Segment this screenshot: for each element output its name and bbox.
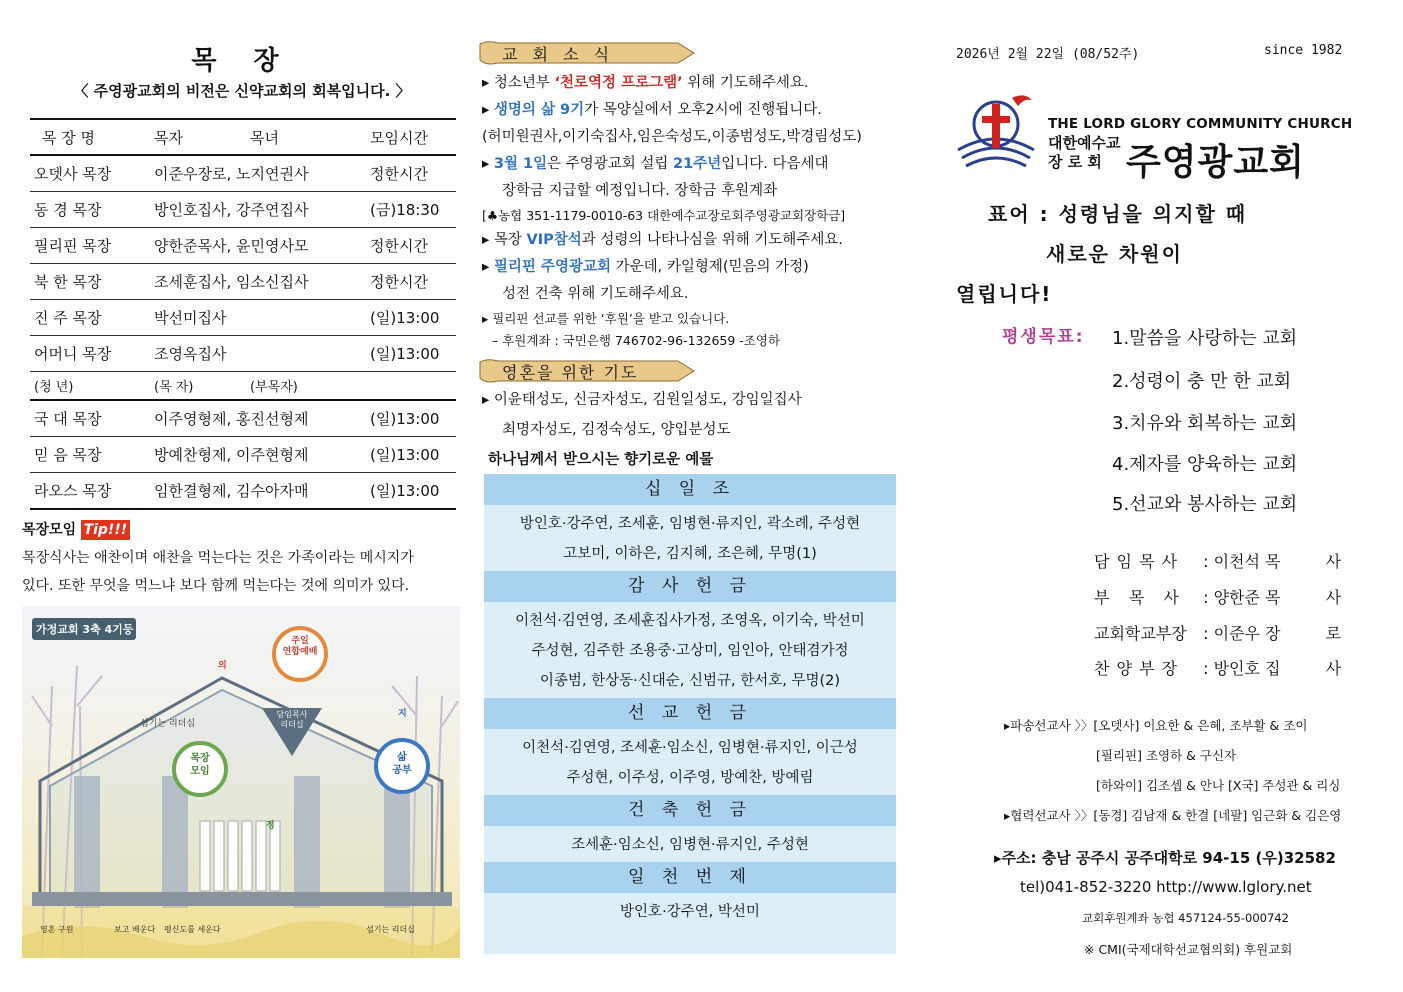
prayer-line: ▸ 이윤태성도, 신금자성도, 김원일성도, 강임일집사 bbox=[482, 392, 802, 408]
table-row bbox=[30, 192, 456, 228]
mokjang-time: 정한시간 bbox=[366, 264, 456, 300]
mokjang-table bbox=[30, 118, 456, 510]
news-item: ▸ 청소년부 ‘천로역정 프로그램’ 위해 기도해주세요. bbox=[482, 75, 809, 91]
table-row bbox=[30, 437, 456, 473]
youth-header-sub: (부목자) bbox=[246, 372, 456, 401]
mokjang-leaders: 이주영형제, 홍진선형제 bbox=[150, 400, 366, 437]
knowledge-label: 지 bbox=[398, 709, 407, 719]
tip-text-line: 목장식사는 애찬이며 애찬을 먹는다는 것은 가족이라는 메시지가 bbox=[22, 550, 414, 566]
news-item: ▸ 생명의 삶 9기가 목양실에서 오후2시에 진행됩니다. bbox=[482, 102, 822, 118]
mokjang-name: 동 경 목장 bbox=[30, 192, 150, 228]
goal-item: 2.성령이 충 만 한 교회 bbox=[1112, 371, 1292, 392]
house-church-diagram bbox=[22, 606, 460, 958]
mokjang-name: 믿 음 목장 bbox=[30, 437, 150, 473]
col-header-time: 모임시간 bbox=[366, 119, 456, 155]
mokjang-circle-label: 목장 모임 bbox=[190, 753, 210, 777]
prayer-header-banner bbox=[478, 358, 696, 384]
staff-row: 부 목 사 : 양한준 목 사 bbox=[1094, 588, 1342, 607]
table-header-row bbox=[30, 119, 456, 155]
missionary-line: [필리핀] 조영하 & 구신자 bbox=[1096, 748, 1237, 763]
mokjang-leaders: 방인호집사, 강주연집사 bbox=[150, 192, 366, 228]
mokjang-name: 진 주 목장 bbox=[30, 300, 150, 336]
church-name: 주영광교회 bbox=[1126, 142, 1305, 183]
col-header-name: 목 장 명 bbox=[30, 119, 150, 155]
youth-header-row bbox=[30, 372, 456, 401]
mokjang-leaders: 박선미집사 bbox=[150, 300, 366, 336]
youth-header-leader: (목 자) bbox=[150, 372, 246, 401]
mokjang-time: (일)13:00 bbox=[366, 300, 456, 336]
bulletin-date: 2026년 2월 22일 (08/52주) bbox=[956, 47, 1140, 62]
offering-names: 방인호·강주연, 박선미 bbox=[620, 904, 760, 920]
worship-circle-label: 주일 연합예배 bbox=[282, 636, 318, 657]
missionary-line: ▸파송선교사 〉〉[오뎃사] 이요한 & 은혜, 조부활 & 조이 bbox=[1004, 718, 1308, 733]
prayer-line: 최명자성도, 김정숙성도, 양입분성도 bbox=[502, 422, 731, 438]
pillar-4 bbox=[384, 776, 410, 908]
offering-title: 선 교 헌 금 bbox=[484, 698, 896, 729]
offering-box bbox=[484, 474, 896, 954]
bottom-label: 보고 배운다 bbox=[114, 925, 156, 934]
offering-names: 조세훈·임소신, 임병현·류지인, 주성현 bbox=[571, 837, 809, 853]
mokjang-time: (일)13:00 bbox=[366, 336, 456, 372]
heart-label: 의 bbox=[218, 661, 227, 671]
tip-label: 목장모임 bbox=[22, 522, 77, 538]
mokjang-name: 북 한 목장 bbox=[30, 264, 150, 300]
mokjang-time: (일)13:00 bbox=[366, 437, 456, 473]
news-list bbox=[482, 70, 898, 352]
missionary-line: [하와이] 김조셉 & 안나 [X국] 주성관 & 리싱 bbox=[1096, 778, 1341, 793]
goal-item: 1.말씀을 사랑하는 교회 bbox=[1112, 328, 1298, 349]
mokjang-leaders: 임한결형제, 김수아자매 bbox=[150, 473, 366, 510]
mokjang-leaders: 조영옥집사 bbox=[150, 336, 366, 372]
offering-title: 십 일 조 bbox=[484, 474, 896, 505]
news-item: 성전 건축 위해 기도해주세요. bbox=[502, 286, 689, 302]
church-address: ▸주소: 충남 공주시 공주대학로 94-15 (우)32582 bbox=[994, 849, 1336, 867]
study-circle-label: 삶 공부 bbox=[392, 752, 412, 776]
news-header-banner bbox=[478, 40, 696, 66]
goal-item: 3.치유와 회복하는 교회 bbox=[1112, 413, 1298, 434]
bottom-label: 섬기는 리더십 bbox=[366, 925, 415, 934]
mokjang-time: 정한시간 bbox=[366, 228, 456, 264]
table-row bbox=[30, 300, 456, 336]
news-header: 교 회 소 식 bbox=[502, 45, 615, 64]
mokjang-name: 어머니 목장 bbox=[30, 336, 150, 372]
offering-title: 감 사 헌 금 bbox=[484, 571, 896, 602]
table-row bbox=[30, 264, 456, 300]
mokjang-leaders: 양한준목사, 윤민영사모 bbox=[150, 228, 366, 264]
prayer-header: 영혼을 위한 기도 bbox=[502, 363, 639, 382]
youth-header-name: (청 년) bbox=[30, 372, 150, 401]
news-item: (허미원권사,이기숙집사,임은숙성도,이종범성도,박경림성도) bbox=[482, 129, 862, 145]
denomination: 대한예수교 장 로 회 bbox=[1048, 134, 1121, 171]
table-row bbox=[30, 400, 456, 437]
spirit-label: 정 bbox=[266, 821, 275, 831]
bottom-label: 영혼 구원 bbox=[40, 925, 74, 934]
news-item: ▸ 3월 1일은 주영광교회 설립 21주년입니다. 다음세대 bbox=[482, 156, 829, 172]
missionary-line: ▸협력선교사 〉〉[동경] 김남재 & 한결 [네팔] 임근화 & 김은영 bbox=[1004, 808, 1342, 823]
offering-title: 일 천 번 제 bbox=[484, 862, 896, 893]
prayer-line: 하나님께서 받으시는 향기로운 예물 bbox=[488, 452, 714, 468]
goal-item: 4.제자를 양육하는 교회 bbox=[1112, 454, 1298, 475]
mokjang-leaders: 방예찬형제, 이주현형제 bbox=[150, 437, 366, 473]
cmi-note: ※ CMI(국제대학선교협의회) 후원교회 bbox=[1084, 942, 1293, 957]
offering-names: 방인호·강주연, 조세훈, 임병현·류지인, 곽소례, 주성현 고보미, 이하은, 김지혜, 조은혜, 무명(1) bbox=[519, 516, 861, 562]
staff-row: 교회학교부장 : 이준우 장 로 bbox=[1094, 624, 1342, 643]
lifetime-goals-label: 평생목표: bbox=[1002, 327, 1085, 347]
table-row bbox=[30, 336, 456, 372]
table-row bbox=[30, 473, 456, 510]
tip-text-line: 있다. 또한 무엇을 먹느냐 보다 함께 먹는다는 것에 의미가 있다. bbox=[22, 578, 410, 594]
church-contact: tel)041-852-3220 http://www.lglory.net bbox=[1020, 878, 1312, 896]
mokjang-time: (일)13:00 bbox=[366, 400, 456, 437]
news-item: [♣농협 351-1179-0010-63 대한예수교장로회주영광교회장학금] bbox=[482, 208, 846, 223]
diagram-title: 가정교회 3축 4기둥 bbox=[36, 623, 134, 636]
news-item: 장학금 지급할 예정입니다. 장학금 후원계좌 bbox=[502, 183, 778, 199]
offering-names: 이천석·김연영, 조세훈·임소신, 임병현·류지인, 이근성 주성현, 이주성, 이주영, 방예찬, 방예림 bbox=[522, 740, 858, 786]
church-logo-icon bbox=[952, 92, 1040, 178]
motto-line: 열립니다! bbox=[956, 282, 1053, 306]
col-header-leader: 목자 bbox=[150, 119, 246, 155]
vision-statement: 〈 주영광교회의 비전은 신약교회의 회복입니다. 〉 bbox=[73, 82, 411, 100]
table-row bbox=[30, 228, 456, 264]
house-roof-inner bbox=[50, 690, 432, 906]
mokjang-name: 오뎃사 목장 bbox=[30, 155, 150, 192]
mokjang-time: 정한시간 bbox=[366, 155, 456, 192]
mokjang-time: (금)18:30 bbox=[366, 192, 456, 228]
servant-leadership-label: 섬기는 리더십 bbox=[140, 719, 196, 729]
mokjang-leaders: 이준우장로, 노지연권사 bbox=[150, 155, 366, 192]
news-item: – 후원계좌 : 국민은행 746702-96-132659 -조영하 bbox=[492, 333, 781, 348]
mokjang-name: 라오스 목장 bbox=[30, 473, 150, 510]
mokjang-name: 필리핀 목장 bbox=[30, 228, 150, 264]
staff-row: 담 임 목 사 : 이천석 목 사 bbox=[1094, 552, 1342, 571]
tip-block bbox=[22, 516, 462, 600]
news-item: ▸ 목장 VIP참석과 성령의 나타나심을 위해 기도해주세요. bbox=[482, 232, 843, 248]
support-account: 교회후원계좌 농협 457124-55-000742 bbox=[1082, 911, 1289, 925]
mokjang-name: 국 대 목장 bbox=[30, 400, 150, 437]
house-base bbox=[32, 892, 452, 906]
news-item: ▸ 필리핀 주영광교회 가운데, 카일형제(믿음의 가정) bbox=[482, 259, 809, 275]
pillar-1 bbox=[74, 776, 100, 908]
pillar-2 bbox=[162, 776, 188, 908]
mokjang-time: (일)13:00 bbox=[366, 473, 456, 510]
offering-names: 이천석·김연영, 조세훈집사가정, 조영옥, 이기숙, 박선미 주성현, 김주한 조용중·고상미, 임인아, 안태겸가정 이종범, 한상동·신대순, 신범규, 한서호, 무명(2) bbox=[515, 613, 865, 689]
offering-title: 건 축 헌 금 bbox=[484, 795, 896, 826]
mokjang-title: 목 장 bbox=[191, 46, 293, 76]
col-header-wife: 목녀 bbox=[246, 119, 366, 155]
table-row bbox=[30, 155, 456, 192]
pillar-3 bbox=[294, 776, 320, 908]
goal-item: 5.선교와 봉사하는 교회 bbox=[1112, 494, 1298, 515]
mokjang-leaders: 조세훈집사, 임소신집사 bbox=[150, 264, 366, 300]
bottom-label: 평신도를 세운다 bbox=[164, 925, 221, 934]
tip-badge: Tip!!! bbox=[81, 520, 131, 540]
house-church-illustration bbox=[22, 606, 460, 958]
english-church-name: THE LORD GLORY COMMUNITY CHURCH bbox=[1048, 116, 1353, 132]
since-year: since 1982 bbox=[1264, 43, 1343, 58]
prayer-list bbox=[482, 385, 898, 475]
triangle-label: 담임목사 리더십 bbox=[276, 710, 308, 729]
news-item: ▸ 필리핀 선교를 위한 ‘후원’을 받고 있습니다. bbox=[482, 311, 730, 326]
motto-line: 새로운 차원이 bbox=[1046, 242, 1183, 266]
motto-line: 표어 : 성령님을 의지할 때 bbox=[988, 202, 1248, 226]
staff-row: 찬 양 부 장 : 방인호 집 사 bbox=[1094, 659, 1342, 678]
